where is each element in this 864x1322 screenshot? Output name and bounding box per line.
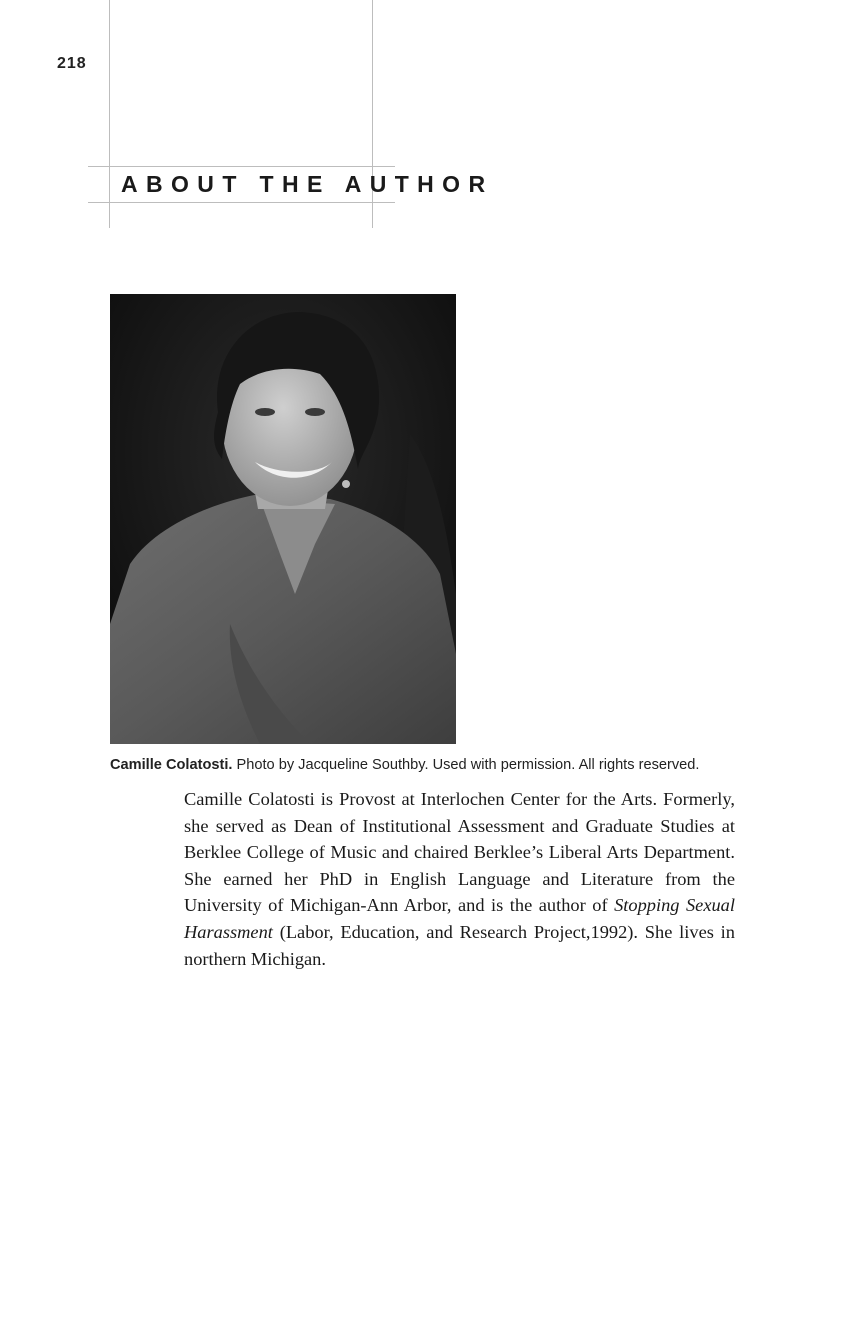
- section-heading: ABOUT THE AUTHOR: [121, 171, 494, 197]
- book-title: Stopping Sexual Harassment: [184, 895, 735, 942]
- bio-text-after-title: (Labor, Education, and Research Project,1992). She lives in northern Michigan.: [184, 921, 735, 969]
- author-photo: [110, 294, 456, 744]
- photo-caption: [110, 757, 699, 773]
- page-number: 218: [57, 55, 87, 72]
- horizontal-guide-line: [88, 202, 395, 203]
- bio-text-before-title: Camille Colatosti is Provost at Interlochen Center for the Arts. Formerly, she served as Dean of Institutional Assessment and Graduate Studies at Berklee College of Music and chaired Berklee’s Liberal Arts Department. She earned her PhD in English Language and Literature from the University of Michigan-Ann Arbor, and is the author of: [184, 789, 735, 916]
- caption-name: Camille Colatosti.: [110, 757, 233, 773]
- caption-credit: Photo by Jacqueline Southby. Used with permission. All rights reserved.: [236, 757, 700, 773]
- vertical-guide-line: [109, 0, 110, 228]
- author-biography: [184, 786, 735, 972]
- author-portrait-image: [110, 294, 456, 744]
